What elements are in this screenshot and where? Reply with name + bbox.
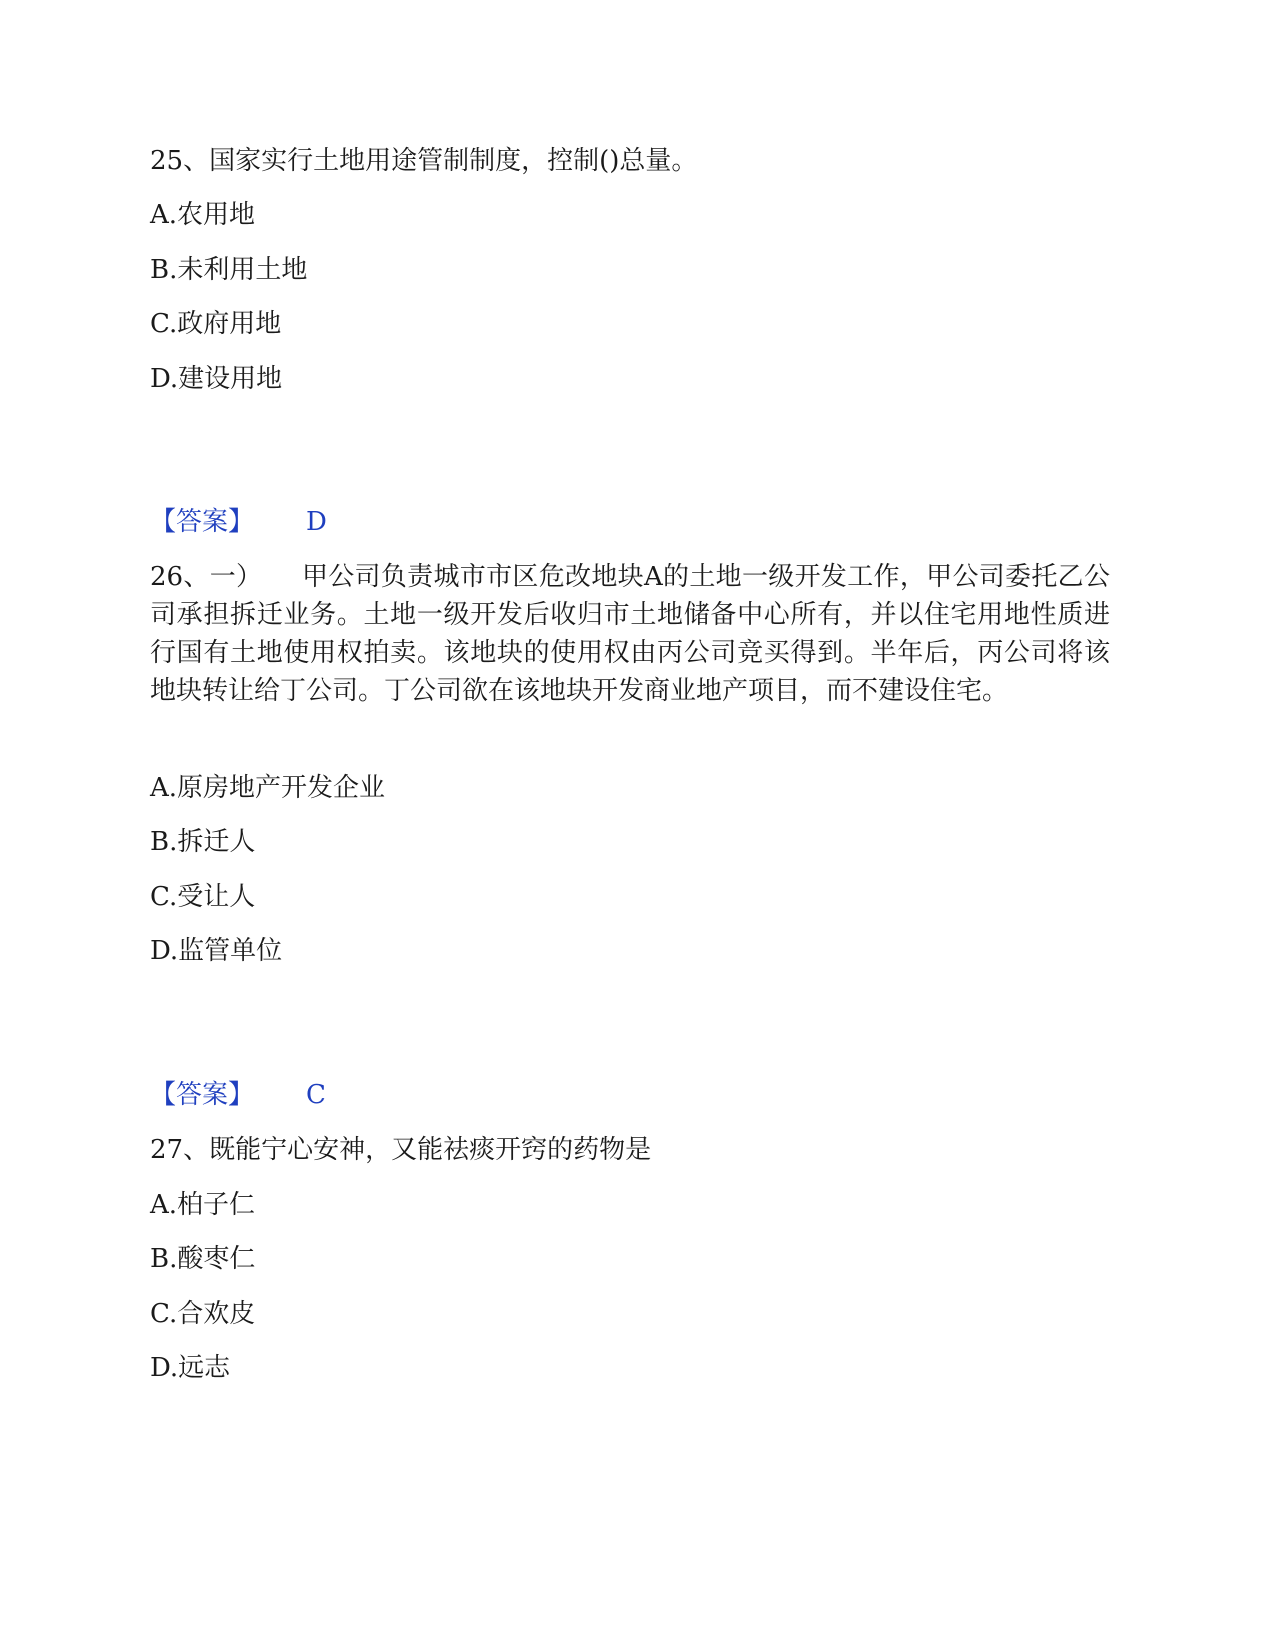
question-27-option-d: D.远志 bbox=[150, 1353, 231, 1383]
question-26-option-a: A.原房地产开发企业 bbox=[150, 773, 386, 803]
question-26-stem: 26、一） 甲公司负责城市市区危改地块A的土地一级开发工作，甲公司委托乙公司承担拆迁业务。土地一级开发后收归市土地储备中心所有，并以住宅用地性质进行国有土地使用权拍卖。该地块的使用权由丙公司竞买得到。半年后，丙公司将该地块转让给丁公司。丁公司欲在该地块开发商业地产项目，而不建设住宅。 bbox=[150, 562, 1110, 706]
question-26-option-d: D.监管单位 bbox=[150, 936, 283, 966]
question-25-option-a: A.农用地 bbox=[150, 200, 256, 230]
question-25-option-c: C.政府用地 bbox=[150, 309, 282, 339]
question-27-stem: 27、既能宁心安神，又能祛痰开窍的药物是 bbox=[150, 1135, 652, 1165]
question-27-option-a: A.柏子仁 bbox=[150, 1190, 256, 1220]
answer-value: C bbox=[306, 1080, 326, 1110]
question-25-option-b: B.未利用土地 bbox=[150, 255, 308, 285]
question-25-stem: 25、国家实行土地用途管制制度，控制()总量。 bbox=[150, 146, 698, 176]
question-26-option-c: C.受让人 bbox=[150, 882, 256, 912]
question-25-option-d: D.建设用地 bbox=[150, 364, 283, 394]
question-27-option-c: C.合欢皮 bbox=[150, 1299, 256, 1329]
question-26-answer bbox=[150, 1077, 326, 1113]
answer-label: 【答案】 bbox=[150, 1080, 255, 1110]
answer-label: 【答案】 bbox=[150, 507, 255, 537]
question-26-option-b: B.拆迁人 bbox=[150, 827, 256, 857]
question-27-option-b: B.酸枣仁 bbox=[150, 1244, 256, 1274]
answer-value: D bbox=[306, 507, 327, 537]
question-25-answer bbox=[150, 504, 327, 540]
